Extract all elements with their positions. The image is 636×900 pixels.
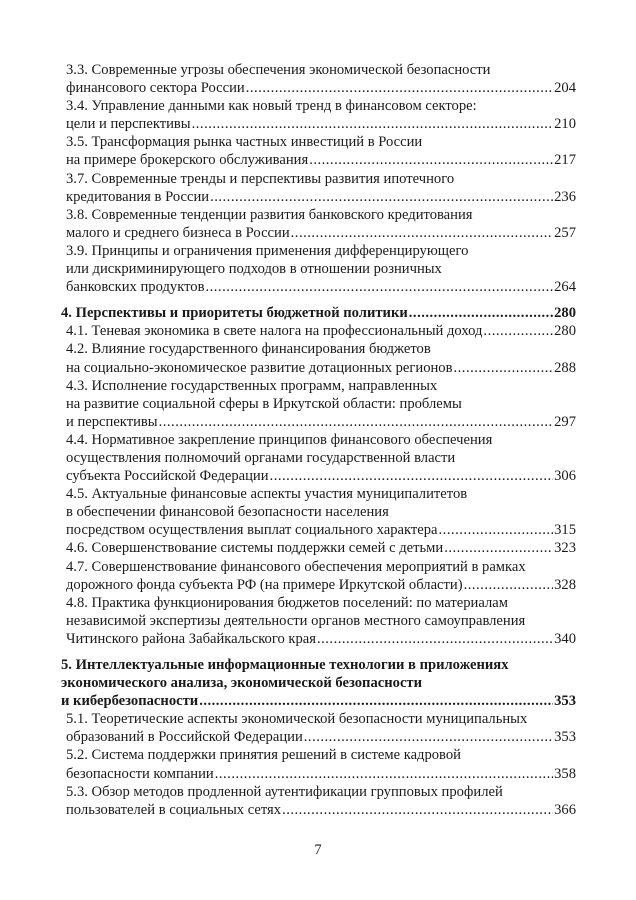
toc-line-text: банковских продуктов [66, 279, 205, 296]
toc-line: 5. Интеллектуальные информационные технологии в приложениях [61, 657, 509, 673]
dot-leader [454, 359, 554, 377]
toc-line-with-page [66, 79, 576, 97]
toc-entry[interactable] [61, 431, 576, 485]
toc-page-ref: 358 [554, 765, 576, 782]
toc-line: независимой экспертизы деятельности органов местного самоуправления [66, 612, 526, 629]
dot-leader [199, 692, 553, 710]
toc-line: 4.2. Влияние государственного финансирования бюджетов [66, 341, 431, 358]
toc-entry[interactable] [61, 746, 576, 782]
toc-line-with-page [61, 304, 576, 322]
toc-entry[interactable] [61, 485, 576, 539]
toc-line-text: пользователей в социальных сетях [66, 801, 282, 818]
toc-line-with-page [66, 521, 576, 539]
toc-line: 5.1. Теоретические аспекты экономической безопасности муниципальных [66, 711, 528, 728]
dot-leader [483, 322, 553, 340]
toc-line-with-page [66, 322, 576, 340]
toc-line: на развитие социальной сферы в Иркутской области: проблемы [66, 395, 462, 412]
toc-line-text: 4.1. Теневая экономика в свете налога на профессиональный доход [66, 323, 483, 340]
dot-leader [291, 224, 553, 242]
toc-line: в обеспечении финансовой безопасности населения [66, 504, 389, 521]
toc-line-with-page [66, 467, 576, 485]
toc-line-text: Читинского района Забайкальского края [66, 630, 316, 647]
toc-line-with-page [61, 692, 576, 710]
toc-line-text: на примере брокерского обслуживания [66, 152, 309, 169]
table-of-contents [61, 61, 576, 827]
toc-page-ref: 353 [554, 729, 576, 746]
toc-entry[interactable] [61, 206, 576, 242]
dot-leader [270, 467, 554, 485]
toc-page-ref: 280 [554, 323, 576, 340]
toc-section [61, 304, 576, 648]
toc-section [61, 61, 576, 296]
toc-entry[interactable] [61, 61, 576, 97]
toc-page-ref: 257 [554, 224, 576, 241]
toc-page-ref: 288 [554, 359, 576, 376]
toc-entry[interactable] [61, 322, 576, 340]
dot-leader [282, 801, 553, 819]
toc-entry[interactable] [61, 340, 576, 376]
toc-line-text: 4. Перспективы и приоритеты бюджетной политики [61, 305, 408, 322]
toc-line-with-page [66, 801, 576, 819]
toc-line: 4.8. Практика функционирования бюджетов поселений: по материалам [66, 594, 508, 611]
toc-entry[interactable] [61, 377, 576, 431]
toc-line-with-page [66, 224, 576, 242]
toc-section [61, 656, 576, 819]
toc-entry[interactable] [61, 170, 576, 206]
toc-line-with-page [66, 576, 576, 594]
toc-line-text: на социально-экономическое развитие дотационных регионов [66, 359, 453, 376]
toc-entry[interactable] [61, 242, 576, 296]
toc-line-with-page [66, 359, 576, 377]
toc-line-text: малого и среднего бизнеса в России [66, 224, 290, 241]
toc-line-with-page [66, 539, 576, 557]
toc-line: экономического анализа, экономической безопасности [61, 675, 422, 692]
toc-line: 3.8. Современные тенденции развития банковского кредитования [66, 206, 473, 223]
toc-line-with-page [66, 765, 576, 783]
toc-line-with-page [66, 151, 576, 169]
toc-line: 3.4. Управление данными как новый тренд в финансовом секторе: [66, 98, 477, 115]
toc-line-text: субъекта Российской Федерации [66, 468, 269, 485]
toc-page-ref: 353 [554, 693, 576, 710]
toc-line-with-page [66, 630, 576, 648]
toc-line: 4.5. Актуальные финансовые аспекты участия муниципалитетов [66, 486, 468, 503]
dot-leader [464, 576, 554, 594]
dot-leader [409, 304, 553, 322]
dot-leader [246, 79, 553, 97]
toc-line-text: образований в Российской Федерации [66, 729, 303, 746]
toc-line: 3.5. Трансформация рынка частных инвестиций в России [66, 134, 423, 151]
toc-page-ref: 204 [554, 80, 576, 97]
section-heading[interactable] [61, 304, 576, 322]
dot-leader [215, 765, 553, 783]
toc-line: 3.9. Принципы и ограничения применения дифференцирующего [66, 242, 469, 259]
toc-line-with-page [66, 115, 576, 133]
dot-leader [192, 115, 553, 133]
toc-line: 3.7. Современные тренды и перспективы развития ипотечного [66, 170, 455, 187]
toc-page-ref: 315 [554, 522, 576, 539]
toc-line: осуществления полномочий органами государственной власти [66, 449, 456, 466]
toc-entry[interactable] [61, 97, 576, 133]
toc-line-text: и кибербезопасности [61, 693, 199, 710]
toc-entry[interactable] [61, 539, 576, 557]
toc-page-ref: 217 [554, 152, 576, 169]
toc-line-with-page [66, 278, 576, 296]
dot-leader [159, 413, 554, 431]
toc-line-text: финансового сектора России [66, 80, 245, 97]
toc-page-ref: 210 [554, 116, 576, 133]
toc-page-ref: 366 [554, 801, 576, 818]
dot-leader [439, 521, 554, 539]
toc-line-with-page [66, 188, 576, 206]
toc-line: 4.7. Совершенствование финансового обеспечения мероприятий в рамках [66, 558, 526, 575]
toc-page-ref: 340 [554, 630, 576, 647]
toc-entry[interactable] [61, 710, 576, 746]
toc-entry[interactable] [61, 558, 576, 594]
toc-page-ref: 236 [554, 188, 576, 205]
toc-line: 3.3. Современные угрозы обеспечения экономической безопасности [66, 62, 491, 78]
dot-leader [444, 539, 553, 557]
toc-line-text: цели и перспективы [66, 116, 191, 133]
dot-leader [304, 728, 553, 746]
toc-page-ref: 328 [554, 576, 576, 593]
section-heading[interactable] [61, 656, 576, 710]
dot-leader [309, 151, 553, 169]
toc-line-text: посредством осуществления выплат социального характера [66, 522, 438, 539]
toc-line: 4.3. Исполнение государственных программ, направленных [66, 377, 438, 394]
toc-line-text: и перспективы [66, 413, 158, 430]
toc-line-with-page [66, 728, 576, 746]
toc-entry[interactable] [61, 133, 576, 169]
toc-line-text: 4.6. Совершенствование системы поддержки семей с детьми [66, 540, 444, 557]
dot-leader [205, 278, 553, 296]
toc-page-ref: 297 [554, 413, 576, 430]
toc-page-ref: 306 [554, 468, 576, 485]
toc-line-text: кредитования в России [66, 188, 210, 205]
dot-leader [210, 188, 553, 206]
dot-leader [317, 630, 553, 648]
toc-line: или дискриминирующего подходов в отношении розничных [66, 261, 442, 278]
toc-line: 5.2. Система поддержки принятия решений в системе кадровой [66, 747, 461, 764]
page-number: 7 [314, 842, 322, 858]
toc-line: 5.3. Обзор методов продленной аутентификации групповых профилей [66, 783, 503, 800]
toc-entry[interactable] [61, 594, 576, 648]
toc-line-text: дорожного фонда субъекта РФ (на примере Иркутской области) [66, 576, 463, 593]
toc-page-ref: 264 [554, 279, 576, 296]
toc-line: 4.4. Нормативное закрепление принципов финансового обеспечения [66, 431, 493, 448]
toc-page-ref: 280 [554, 305, 576, 322]
toc-page-ref: 323 [554, 540, 576, 557]
toc-line-text: безопасности компании [66, 765, 214, 782]
toc-entry[interactable] [61, 783, 576, 819]
toc-line-with-page [66, 413, 576, 431]
